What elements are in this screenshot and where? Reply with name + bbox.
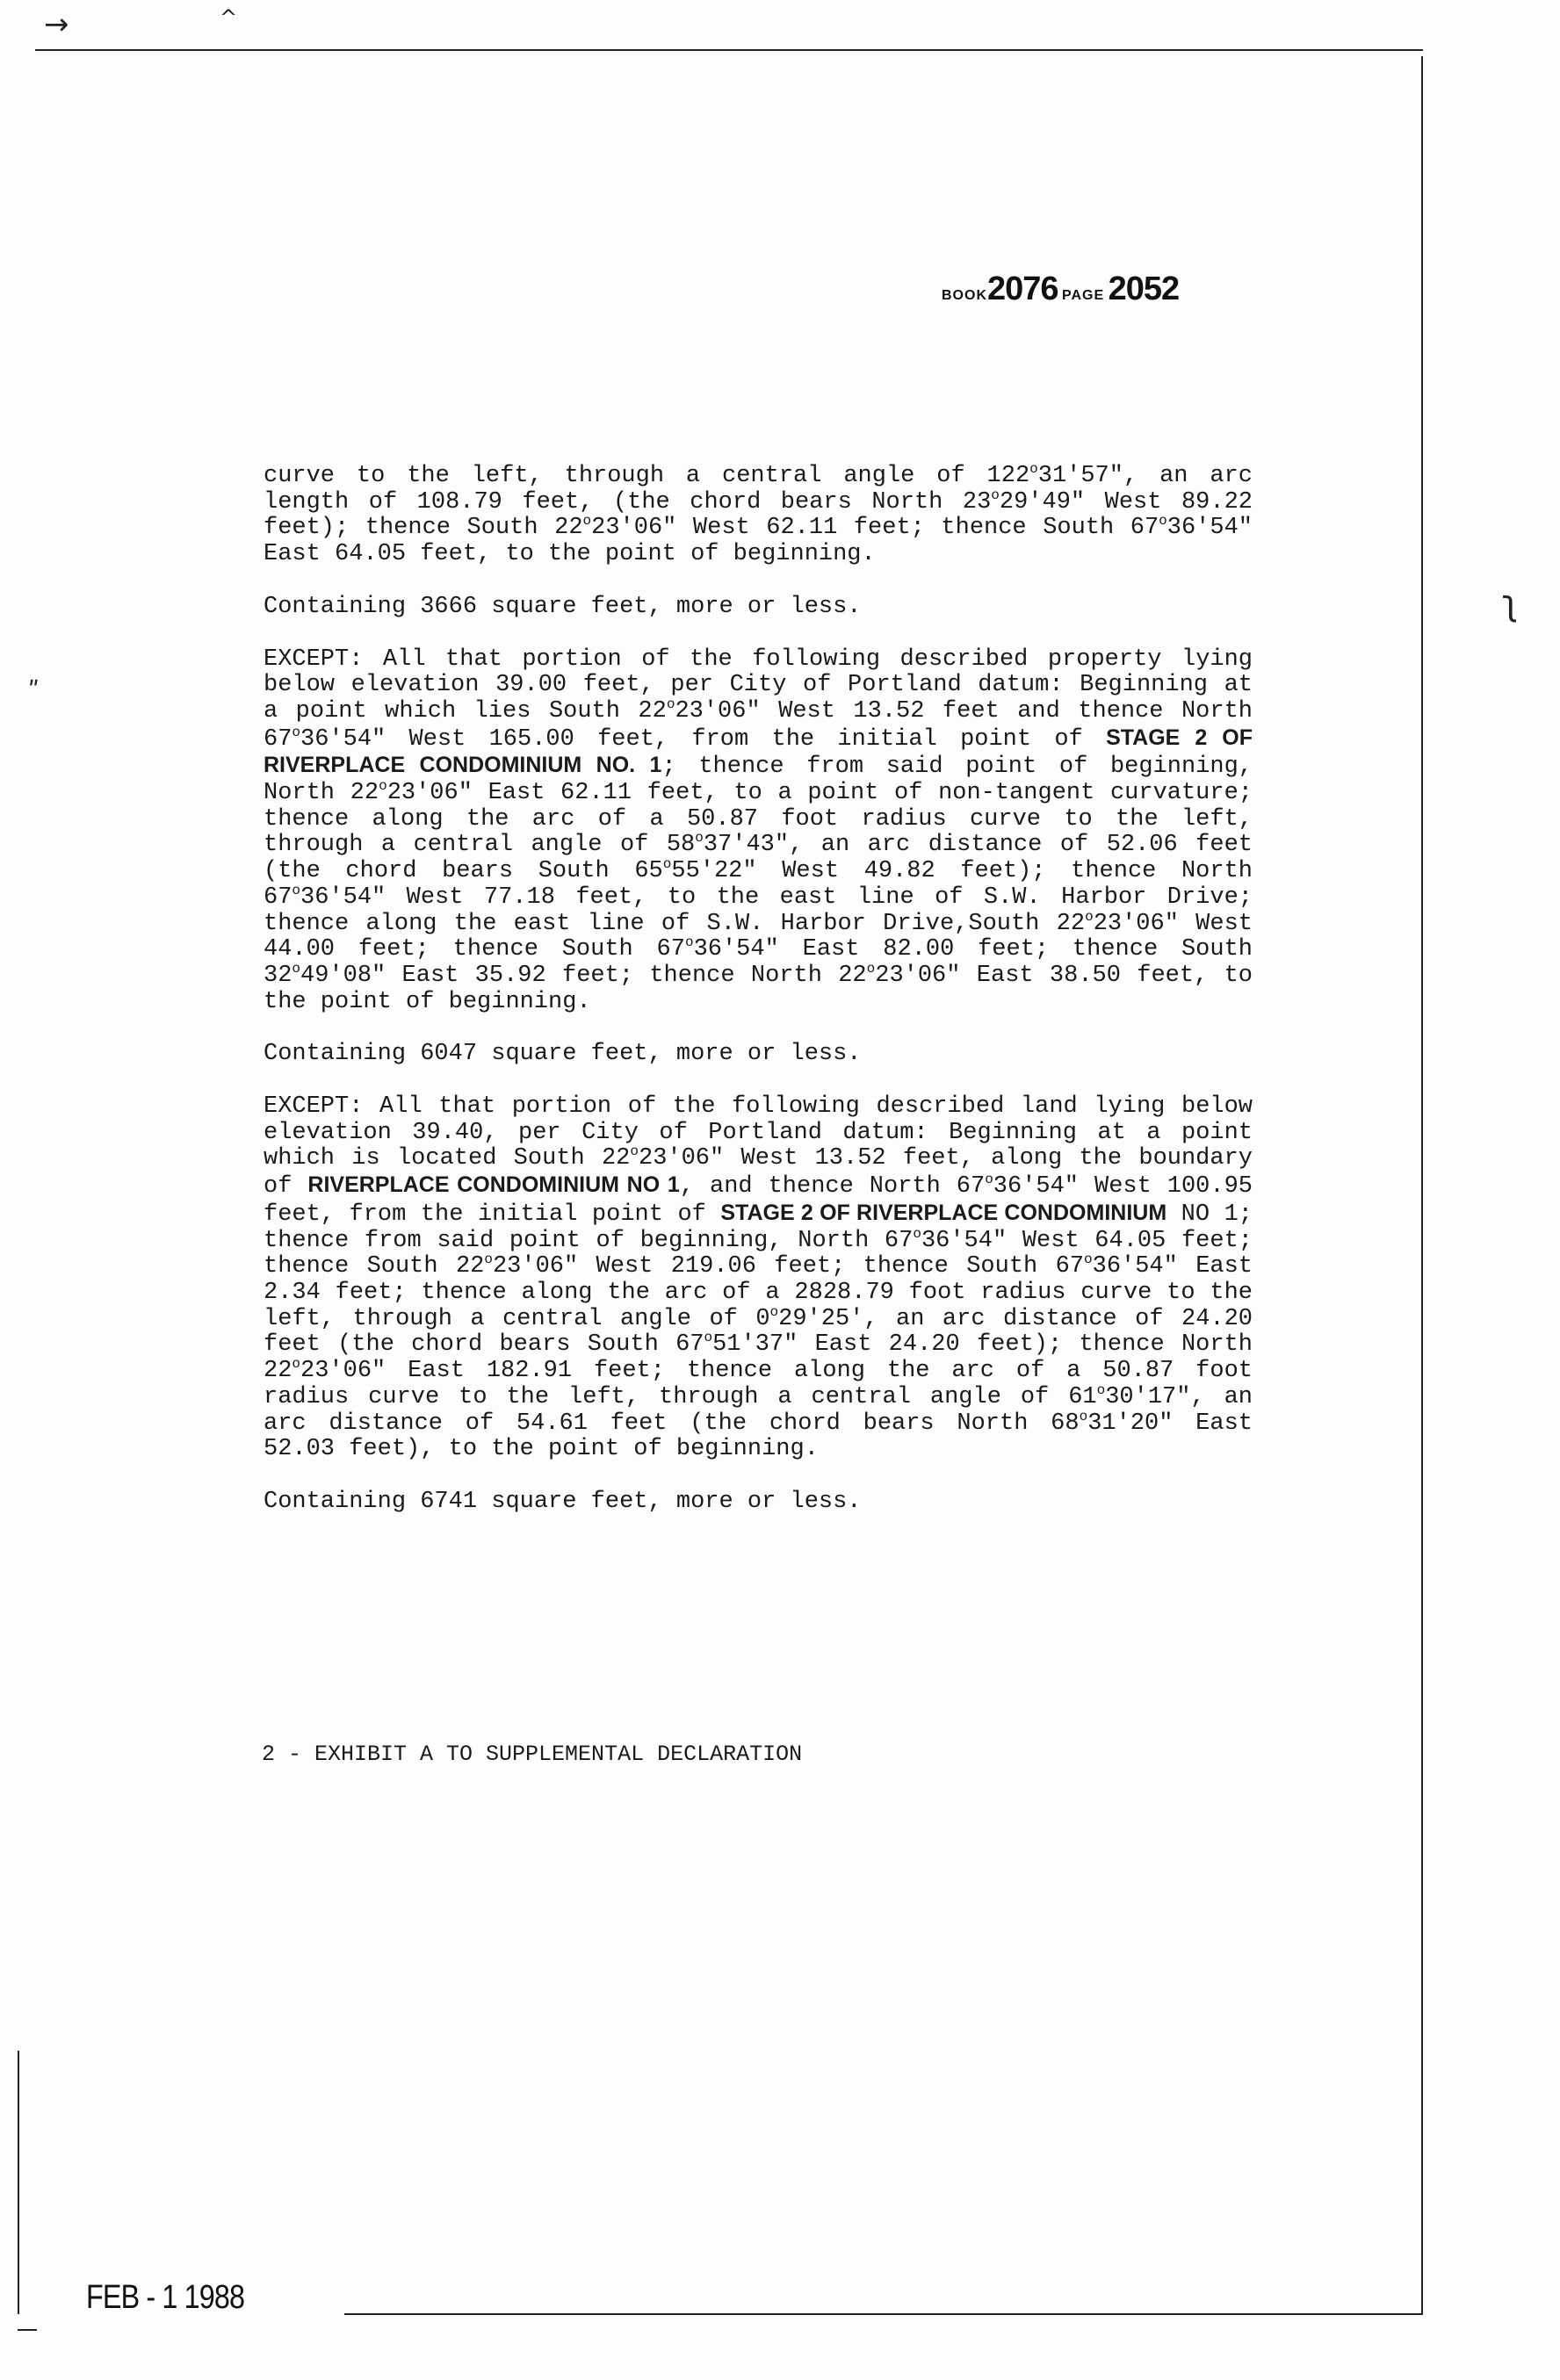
left-margin-mark: ʺ: [28, 676, 40, 705]
top-left-scan-mark: →: [44, 7, 69, 42]
top-border-line: [35, 49, 1423, 51]
paragraph-exception-2: EXCEPT: All that portion of the following described land lying below elevation 39.40, per City of Portland datum: Beginning at a point which is located South 22$^o$23'06" West 13.52 feet, along the boundary of RIVERPLACE CONDOMINIUM NO 1, and thence North 67$^o$36'54" West 100.95 feet, from the initial point of STAGE 2 OF RIVERPLACE CONDOMINIUM NO 1; thence from said point of beginning, North 67$^o$36'54" West 64.05 feet; thence South 22$^o$23'06" West 219.06 feet; thence South 67$^o$36'54" East 2.34 feet; thence along the arc of a 2828.79 foot radius curve to the left, through a central angle of 0$^o$29'25', an arc distance of 24.20 feet (the chord bears South 67$^o$51'37" East 24.20 feet); thence North 22$^o$23'06" East 182.91 feet; thence along the arc of a 50.87 foot radius curve to the left, through a central angle of 61$^o$30'17", an arc distance of 54.61 feet (the chord bears North 68$^o$31'20" East 52.03 feet), to the point of beginning.: [264, 1093, 1253, 1463]
left-edge-line: [18, 2051, 19, 2314]
right-border-line: [1421, 56, 1423, 2313]
date-stamp: FEB - 1 1988: [86, 2279, 245, 2316]
right-margin-mark: ʅ: [1502, 583, 1519, 624]
legal-description-body: [264, 461, 1253, 1542]
book-number: 2076: [987, 270, 1058, 307]
page-number: 2052: [1108, 270, 1180, 307]
paragraph-exception-1: EXCEPT: All that portion of the following described property lying below elevation 39.00 feet, per City of Portland datum: Beginning at a point which lies South 22$^o$23'06" West 13.52 feet and thence North 67$^o$36'54" West 165.00 feet, from the initial point of STAGE 2 OF RIVERPLACE CONDOMINIUM NO. 1; thence from said point of beginning, North 22$^o$23'06" East 62.11 feet, to a point of non-tangent curvature; thence along the arc of a 50.87 foot radius curve to the left, through a central angle of 58$^o$37'43", an arc distance of 52.06 feet (the chord bears South 65$^o$55'22" West 49.82 feet); thence North 67$^o$36'54" West 77.18 feet, to the east line of S.W. Harbor Drive; thence along the east line of S.W. Harbor Drive,South 22$^o$23'06" West 44.00 feet; thence South 67$^o$36'54" East 82.00 feet; thence South 32$^o$49'08" East 35.92 feet; thence North 22$^o$23'06" East 38.50 feet, to the point of beginning.: [264, 645, 1253, 1015]
bottom-border-line: [344, 2313, 1423, 2315]
paragraph-containing-area-1: Containing 3666 square feet, more or less.: [264, 593, 862, 620]
paragraph-curve-continuation: curve to the left, through a central angle of 122$^o$31'57", an arc length of 108.79 feet, (the chord bears North 23$^o$29'49" West 89.22 feet); thence South 22$^o$23'06" West 62.11 feet; thence South 67$^o$36'54" East 64.05 feet, to the point of beginning.: [264, 461, 1253, 568]
left-edge-tick: [18, 2329, 37, 2331]
book-page-header: [942, 270, 1179, 308]
book-label: BOOK: [942, 288, 987, 303]
page-label: PAGE: [1062, 288, 1105, 303]
top-scan-caret: ^: [220, 5, 238, 30]
exhibit-footer: 2 - EXHIBIT A TO SUPPLEMENTAL DECLARATION: [262, 1742, 803, 1767]
paragraph-containing-area-2: Containing 6047 square feet, more or less.: [264, 1041, 862, 1068]
paragraph-containing-area-3: Containing 6741 square feet, more or less.: [264, 1488, 862, 1515]
